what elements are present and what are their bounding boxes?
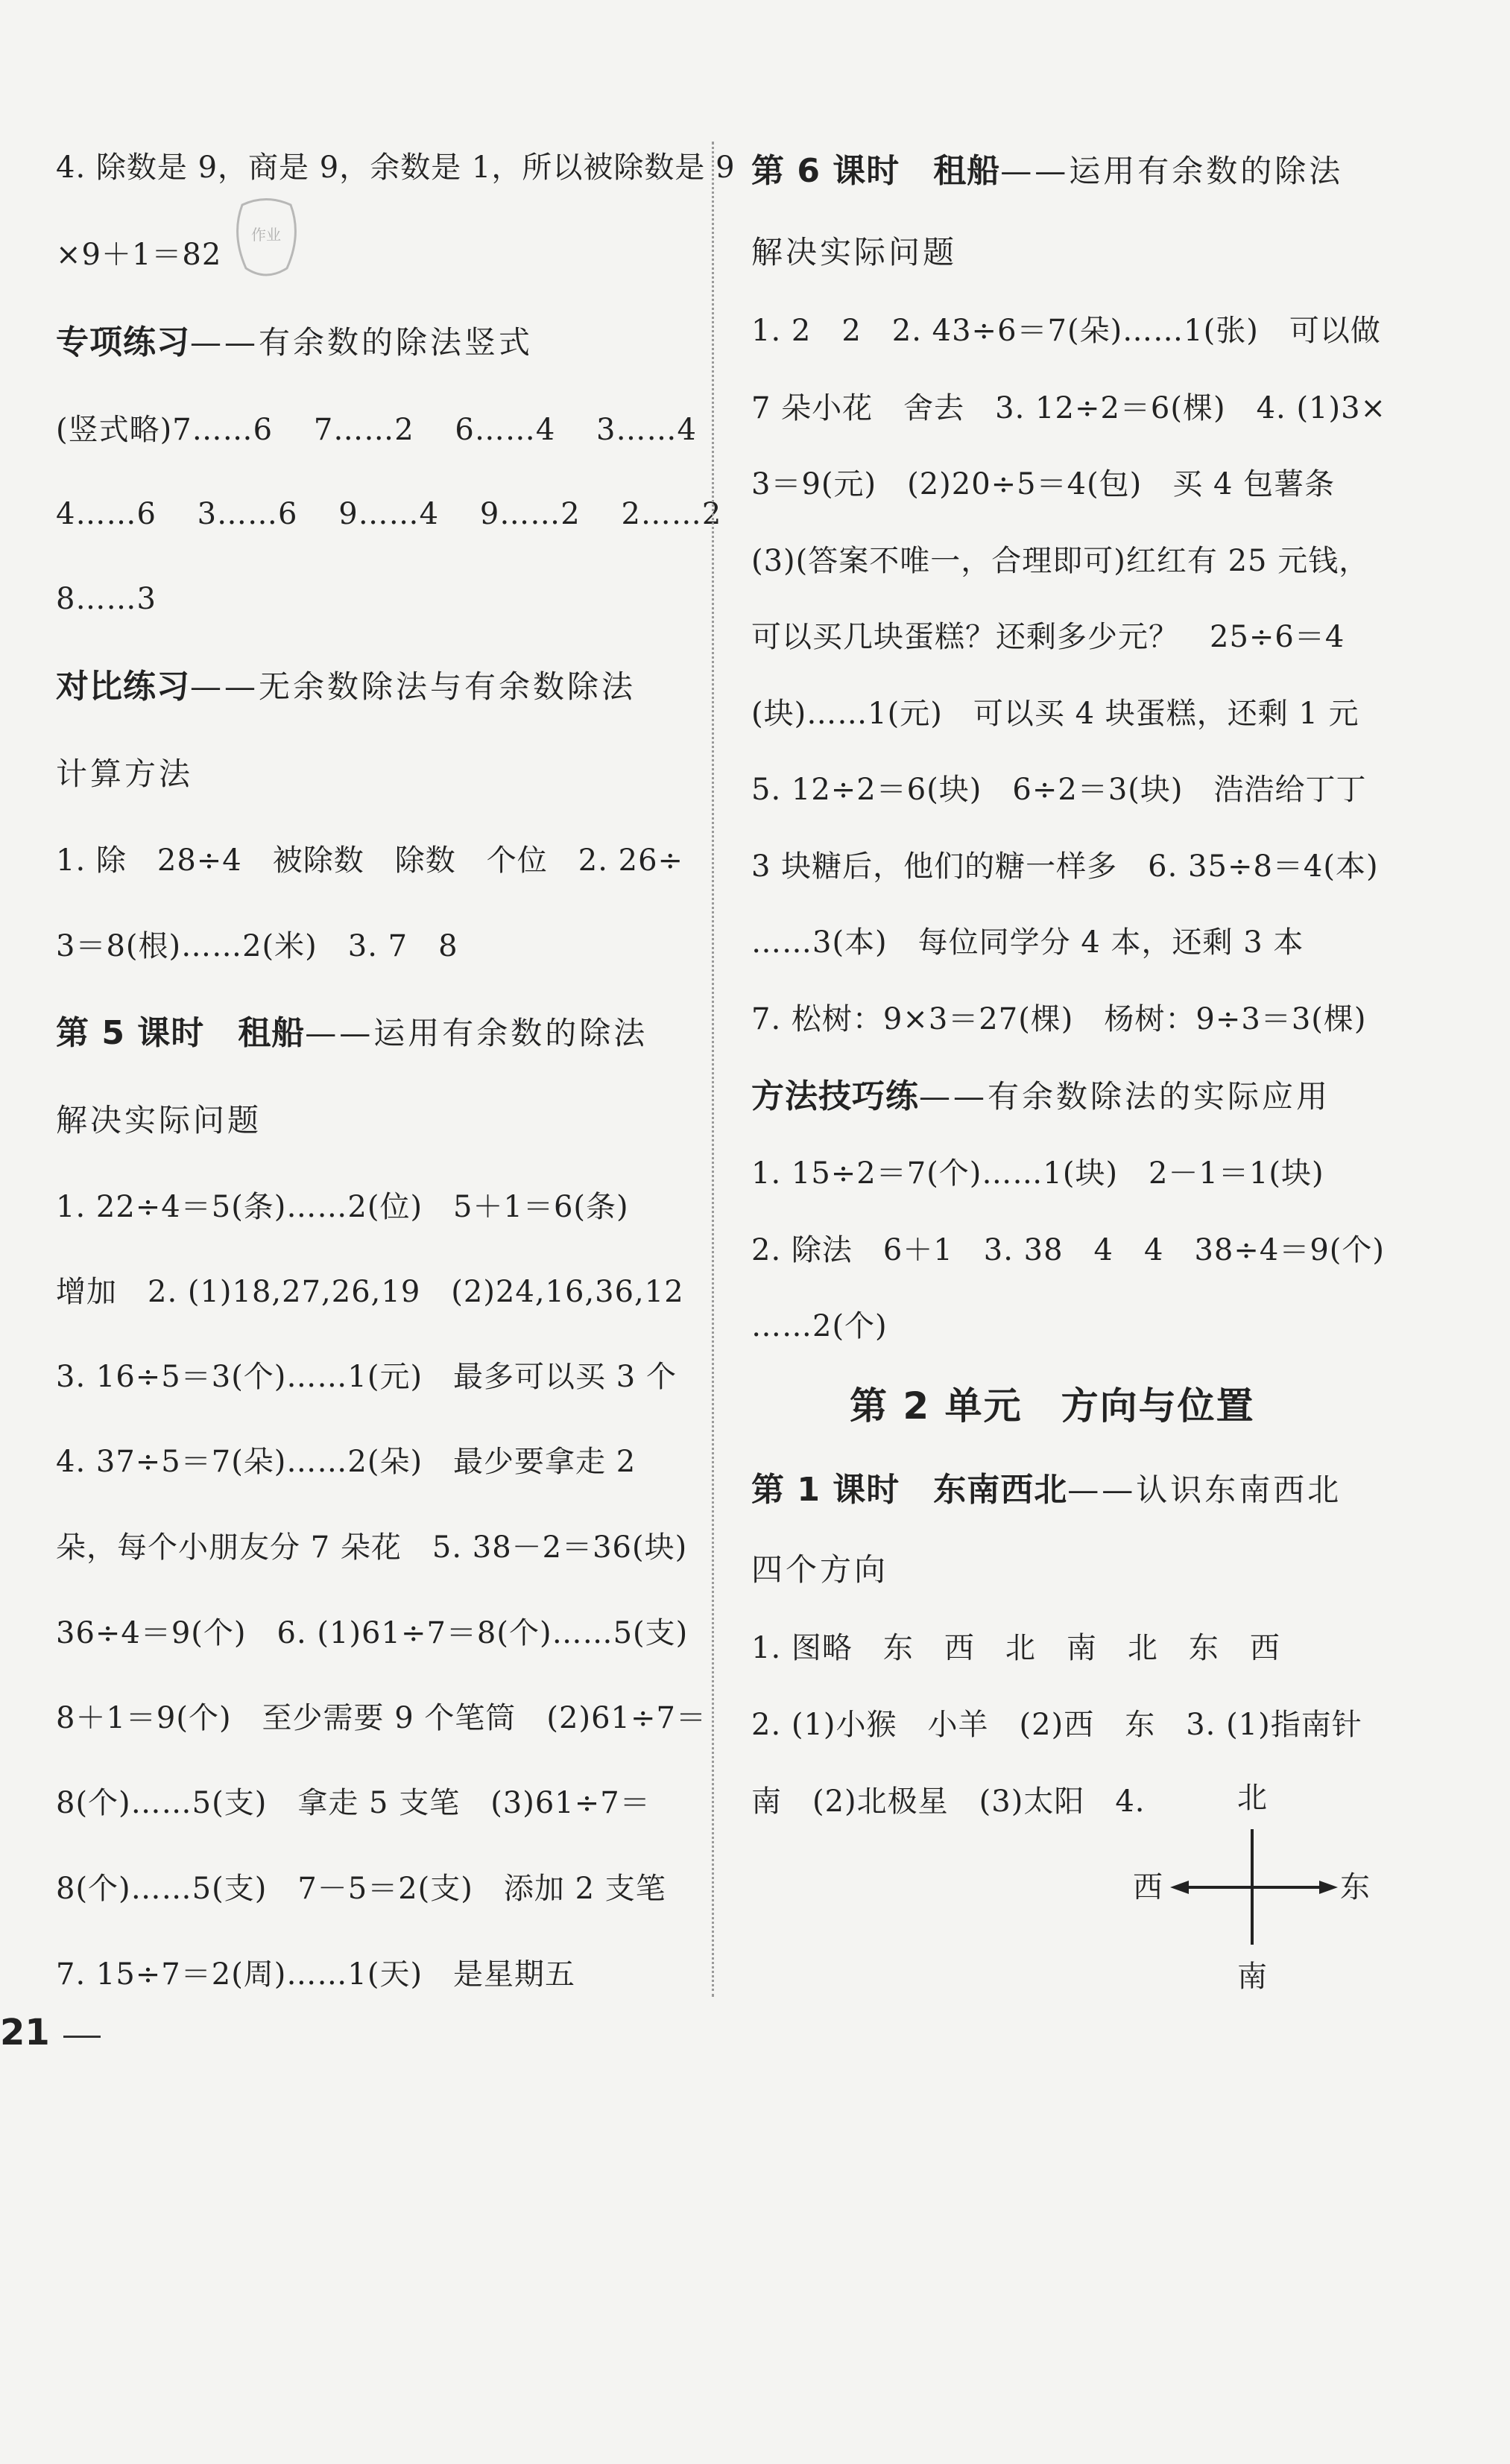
- lesson-heading: 第 6 课时 租船——运用有余数的除法: [751, 152, 1344, 190]
- section-subheading: 四个方向: [751, 1551, 889, 1588]
- answer-line: 可以买几块蛋糕？还剩多少元？ 25÷6＝4: [751, 620, 1345, 654]
- answer-line: (竖式略)7……6 7……2 6……4 3……4: [56, 413, 697, 447]
- answer-line: 8……3: [56, 582, 157, 616]
- compass-north-label: 北: [1237, 1781, 1267, 1815]
- section-heading: 对比练习——无余数除法与有余数除法: [56, 668, 636, 706]
- answer-line: (3)(答案不唯一，合理即可)红红有 25 元钱，: [751, 544, 1370, 578]
- answer-line: 5. 12÷2＝6(块) 6÷2＝3(块) 浩浩给丁丁: [751, 773, 1367, 807]
- section-subheading: 计算方法: [56, 756, 194, 792]
- answer-line: 8(个)……5(支) 拿走 5 支笔 (3)61÷7＝: [56, 1786, 651, 1820]
- section-heading: 方法技巧练——有余数除法的实际应用: [751, 1077, 1331, 1115]
- page-number-dash: [63, 2036, 101, 2038]
- compass-diagram: [1125, 1777, 1379, 2001]
- answer-line: ……3(本) 每位同学分 4 本，还剩 3 本: [751, 925, 1304, 960]
- answer-line: 3. 16÷5＝3(个)……1(元) 最多可以买 3 个: [56, 1360, 677, 1394]
- watermark-stamp-icon: [227, 194, 306, 283]
- answer-line: 增加 2. (1)18,27,26,19 (2)24,16,36,12: [56, 1275, 684, 1309]
- answer-line: 南 (2)北极星 (3)太阳 4.: [751, 1784, 1146, 1819]
- answer-line: 1. 15÷2＝7(个)……1(块) 2－1＝1(块): [751, 1156, 1324, 1191]
- answer-line: 4. 除数是 9，商是 9，余数是 1，所以被除数是 9: [56, 151, 736, 185]
- answer-line: 2. 除法 6＋1 3. 38 4 4 38÷4＝9(个): [751, 1233, 1385, 1267]
- answer-line: 8＋1＝9(个) 至少需要 9 个笔筒 (2)61÷7＝: [56, 1701, 707, 1735]
- compass-south-label: 南: [1237, 1960, 1267, 1994]
- section-subheading: 解决实际问题: [751, 234, 958, 270]
- lesson-heading: 第 1 课时 东南西北——认识东南西北: [751, 1471, 1342, 1509]
- svg-text:作业: 作业: [251, 226, 281, 244]
- answer-line: 1. 2 2 2. 43÷6＝7(朵)……1(张) 可以做: [751, 314, 1381, 348]
- answer-line: 8(个)……5(支) 7－5＝2(支) 添加 2 支笔: [56, 1872, 666, 1906]
- answer-line: 3 块糖后，他们的糖一样多 6. 35÷8＝4(本): [751, 849, 1379, 884]
- answer-line: 4. 37÷5＝7(朵)……2(朵) 最少要拿走 2: [56, 1445, 636, 1479]
- answer-line: ……2(个): [751, 1309, 888, 1343]
- answer-line: 7. 松树：9×3＝27(棵) 杨树：9÷3＝3(棵): [751, 1002, 1367, 1036]
- answer-line: ×9＋1＝82: [56, 238, 222, 272]
- answer-line: 36÷4＝9(个) 6. (1)61÷7＝8(个)……5(支): [56, 1616, 689, 1650]
- answer-line: 4……6 3……6 9……4 9……2 2……2: [56, 497, 722, 531]
- column-divider: [712, 142, 714, 1997]
- answer-line: 1. 除 28÷4 被除数 除数 个位 2. 26÷: [56, 843, 684, 878]
- answer-line: 朵，每个小朋友分 7 朵花 5. 38－2＝36(块): [56, 1530, 688, 1565]
- answer-line: 7. 15÷7＝2(周)……1(天) 是星期五: [56, 1957, 576, 1992]
- answer-line: 7 朵小花 舍去 3. 12÷2＝6(棵) 4. (1)3×: [751, 391, 1387, 425]
- answer-line: 1. 22÷4＝5(条)……2(位) 5＋1＝6(条): [56, 1190, 629, 1224]
- lesson-heading: 第 5 课时 租船——运用有余数的除法: [56, 1014, 648, 1052]
- compass-east-label: 东: [1340, 1870, 1370, 1904]
- compass-west-label: 西: [1133, 1870, 1163, 1904]
- section-heading: 专项练习——有余数的除法竖式: [56, 323, 534, 361]
- page-number: 21: [0, 2012, 50, 2053]
- section-subheading: 解决实际问题: [56, 1102, 262, 1138]
- answer-line: 2. (1)小猴 小羊 (2)西 东 3. (1)指南针: [751, 1708, 1362, 1742]
- answer-line: (块)……1(元) 可以买 4 块蛋糕，还剩 1 元: [751, 697, 1359, 731]
- answer-line: 3＝8(根)……2(米) 3. 7 8: [56, 929, 458, 963]
- answer-line: 3＝9(元) (2)20÷5＝4(包) 买 4 包薯条: [751, 467, 1336, 501]
- answer-line: 1. 图略 东 西 北 南 北 东 西: [751, 1631, 1280, 1665]
- unit-title: 第 2 单元 方向与位置: [850, 1384, 1255, 1428]
